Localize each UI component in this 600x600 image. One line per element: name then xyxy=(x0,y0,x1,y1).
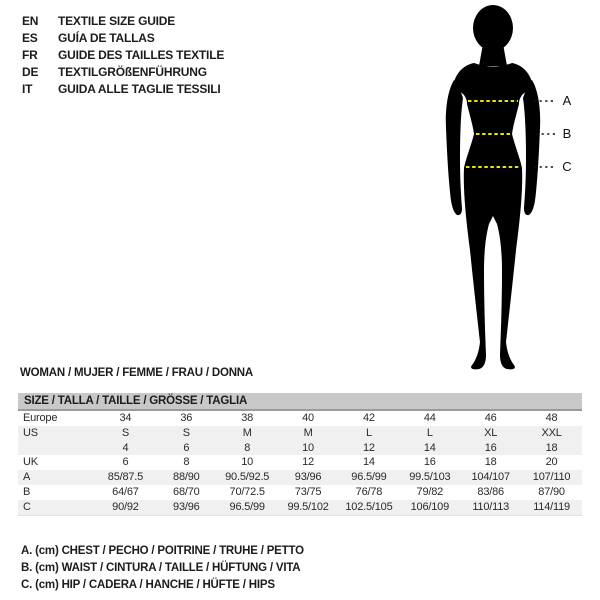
size-value-cell: 88/90 xyxy=(173,471,200,484)
row-label: A xyxy=(23,471,31,484)
size-value-cell: 4 xyxy=(122,441,129,454)
size-value-cell: 99.5/102 xyxy=(287,500,329,513)
size-value-cell: 107/110 xyxy=(532,471,571,484)
size-value-cell: 93/96 xyxy=(294,471,322,484)
row-label: B xyxy=(23,485,31,498)
size-value-cell: 90.5/92.5 xyxy=(225,471,270,484)
lang-row xyxy=(22,81,224,98)
size-value-cell: 18 xyxy=(484,456,497,469)
size-value-cell: 14 xyxy=(423,441,436,454)
row-label xyxy=(18,441,95,456)
size-value-cell: 38 xyxy=(241,412,254,424)
measure-footnotes xyxy=(21,543,304,594)
size-value-cell: 114/119 xyxy=(533,500,570,513)
language-title-block xyxy=(22,13,224,98)
size-value-cell: 70/72.5 xyxy=(229,485,265,498)
lang-code: DE xyxy=(22,65,39,79)
table-row xyxy=(18,485,582,500)
lang-code: EN xyxy=(22,14,39,28)
size-value-cell: 73/75 xyxy=(294,485,322,498)
waist-marker-label: B xyxy=(562,126,572,141)
size-value-cell: 10 xyxy=(302,441,314,454)
size-value-cell: 40 xyxy=(302,412,314,424)
size-value-cell: 104/107 xyxy=(471,471,510,484)
woman-silhouette-figure xyxy=(400,0,600,380)
size-value-cell: 8 xyxy=(244,441,251,454)
size-value-cell: 8 xyxy=(183,456,190,469)
size-value-cell: 42 xyxy=(363,412,375,424)
row-label: Europe xyxy=(23,412,58,424)
lang-row xyxy=(22,13,224,30)
size-value-cell: S xyxy=(121,426,129,439)
size-value-cell: 16 xyxy=(484,441,497,454)
size-value-cell: 6 xyxy=(183,441,190,454)
size-value-cell: 12 xyxy=(363,441,375,454)
lang-row xyxy=(22,30,224,47)
size-value-cell: 79/82 xyxy=(416,485,444,498)
size-value-cell: M xyxy=(303,426,313,439)
size-value-cell: 10 xyxy=(241,456,254,469)
table-row xyxy=(18,470,582,485)
size-value-cell: 48 xyxy=(545,412,558,424)
lang-label: TEXTILGRÖßENFÜHRUNG xyxy=(58,65,207,79)
row-label: US xyxy=(23,426,38,439)
size-value-cell: 12 xyxy=(302,456,314,469)
size-value-cell: 83/86 xyxy=(477,485,504,498)
size-value-cell: 46 xyxy=(484,412,497,424)
size-value-cell: 96.5/99 xyxy=(229,500,265,513)
size-value-cell: 110/113 xyxy=(472,500,510,513)
lang-code: FR xyxy=(22,48,38,62)
silhouette-shape xyxy=(446,5,540,369)
chest-marker-label: A xyxy=(562,93,572,108)
size-value-cell: 93/96 xyxy=(173,500,200,513)
size-value-cell: 16 xyxy=(423,456,436,469)
size-value-cell: 64/67 xyxy=(112,485,139,498)
lang-row xyxy=(22,64,224,81)
size-value-cell: 106/109 xyxy=(410,500,449,513)
size-value-cell: 85/87.5 xyxy=(107,471,144,484)
size-value-cell: XXL xyxy=(541,426,562,439)
size-table xyxy=(18,393,582,516)
row-label: UK xyxy=(23,456,38,469)
section-title: WOMAN / MUJER / FEMME / FRAU / DONNA xyxy=(20,367,254,379)
size-value-cell: 14 xyxy=(363,456,375,469)
size-value-cell: 96.5/99 xyxy=(351,471,387,484)
size-value-cell: 90/92 xyxy=(112,500,139,513)
size-value-cell: 36 xyxy=(180,412,193,424)
footnote-line: C. (cm) HIP / CADERA / HANCHE / HÜFTE / HIPS xyxy=(21,579,275,591)
size-value-cell: 6 xyxy=(122,456,129,469)
size-value-cell: 87/90 xyxy=(538,485,565,498)
table-row xyxy=(18,426,582,441)
size-value-cell: 102.5/105 xyxy=(345,500,393,513)
size-value-cell: M xyxy=(242,426,252,439)
lang-code: IT xyxy=(22,82,33,96)
size-table-body xyxy=(18,411,582,516)
size-value-cell: 18 xyxy=(545,441,558,454)
row-label: C xyxy=(23,500,31,513)
lang-label: GUIDA ALLE TAGLIE TESSILI xyxy=(58,82,221,96)
size-value-cell: S xyxy=(182,426,190,439)
size-value-cell: L xyxy=(365,426,372,439)
hip-marker-label: C xyxy=(562,159,572,174)
size-value-cell: XL xyxy=(484,426,498,439)
footnote-line: B. (cm) WAIST / CINTURA / TAILLE / HÜFTUNG / VITA xyxy=(21,562,301,574)
table-row xyxy=(18,455,582,470)
size-value-cell: L xyxy=(426,426,433,439)
table-row xyxy=(18,500,582,516)
size-value-cell: 76/78 xyxy=(355,485,383,498)
size-value-cell: 34 xyxy=(119,412,132,424)
lang-label: TEXTILE SIZE GUIDE xyxy=(58,14,176,28)
footnote-line: A. (cm) CHEST / PECHO / POITRINE / TRUHE / PETTO xyxy=(21,545,304,557)
table-row xyxy=(18,411,582,426)
size-value-cell: 20 xyxy=(545,456,558,469)
size-table-header: SIZE / TALLA / TAILLE / GRÖSSE / TAGLIA xyxy=(18,393,582,411)
size-value-cell: 99.5/103 xyxy=(409,471,451,484)
lang-label: GUÍA DE TALLAS xyxy=(58,31,155,45)
size-value-cell: 44 xyxy=(423,412,436,424)
table-row xyxy=(18,441,582,456)
lang-code: ES xyxy=(22,31,38,45)
lang-row xyxy=(22,47,224,64)
size-value-cell: 68/70 xyxy=(173,485,200,498)
lang-label: GUIDE DES TAILLES TEXTILE xyxy=(58,48,225,62)
